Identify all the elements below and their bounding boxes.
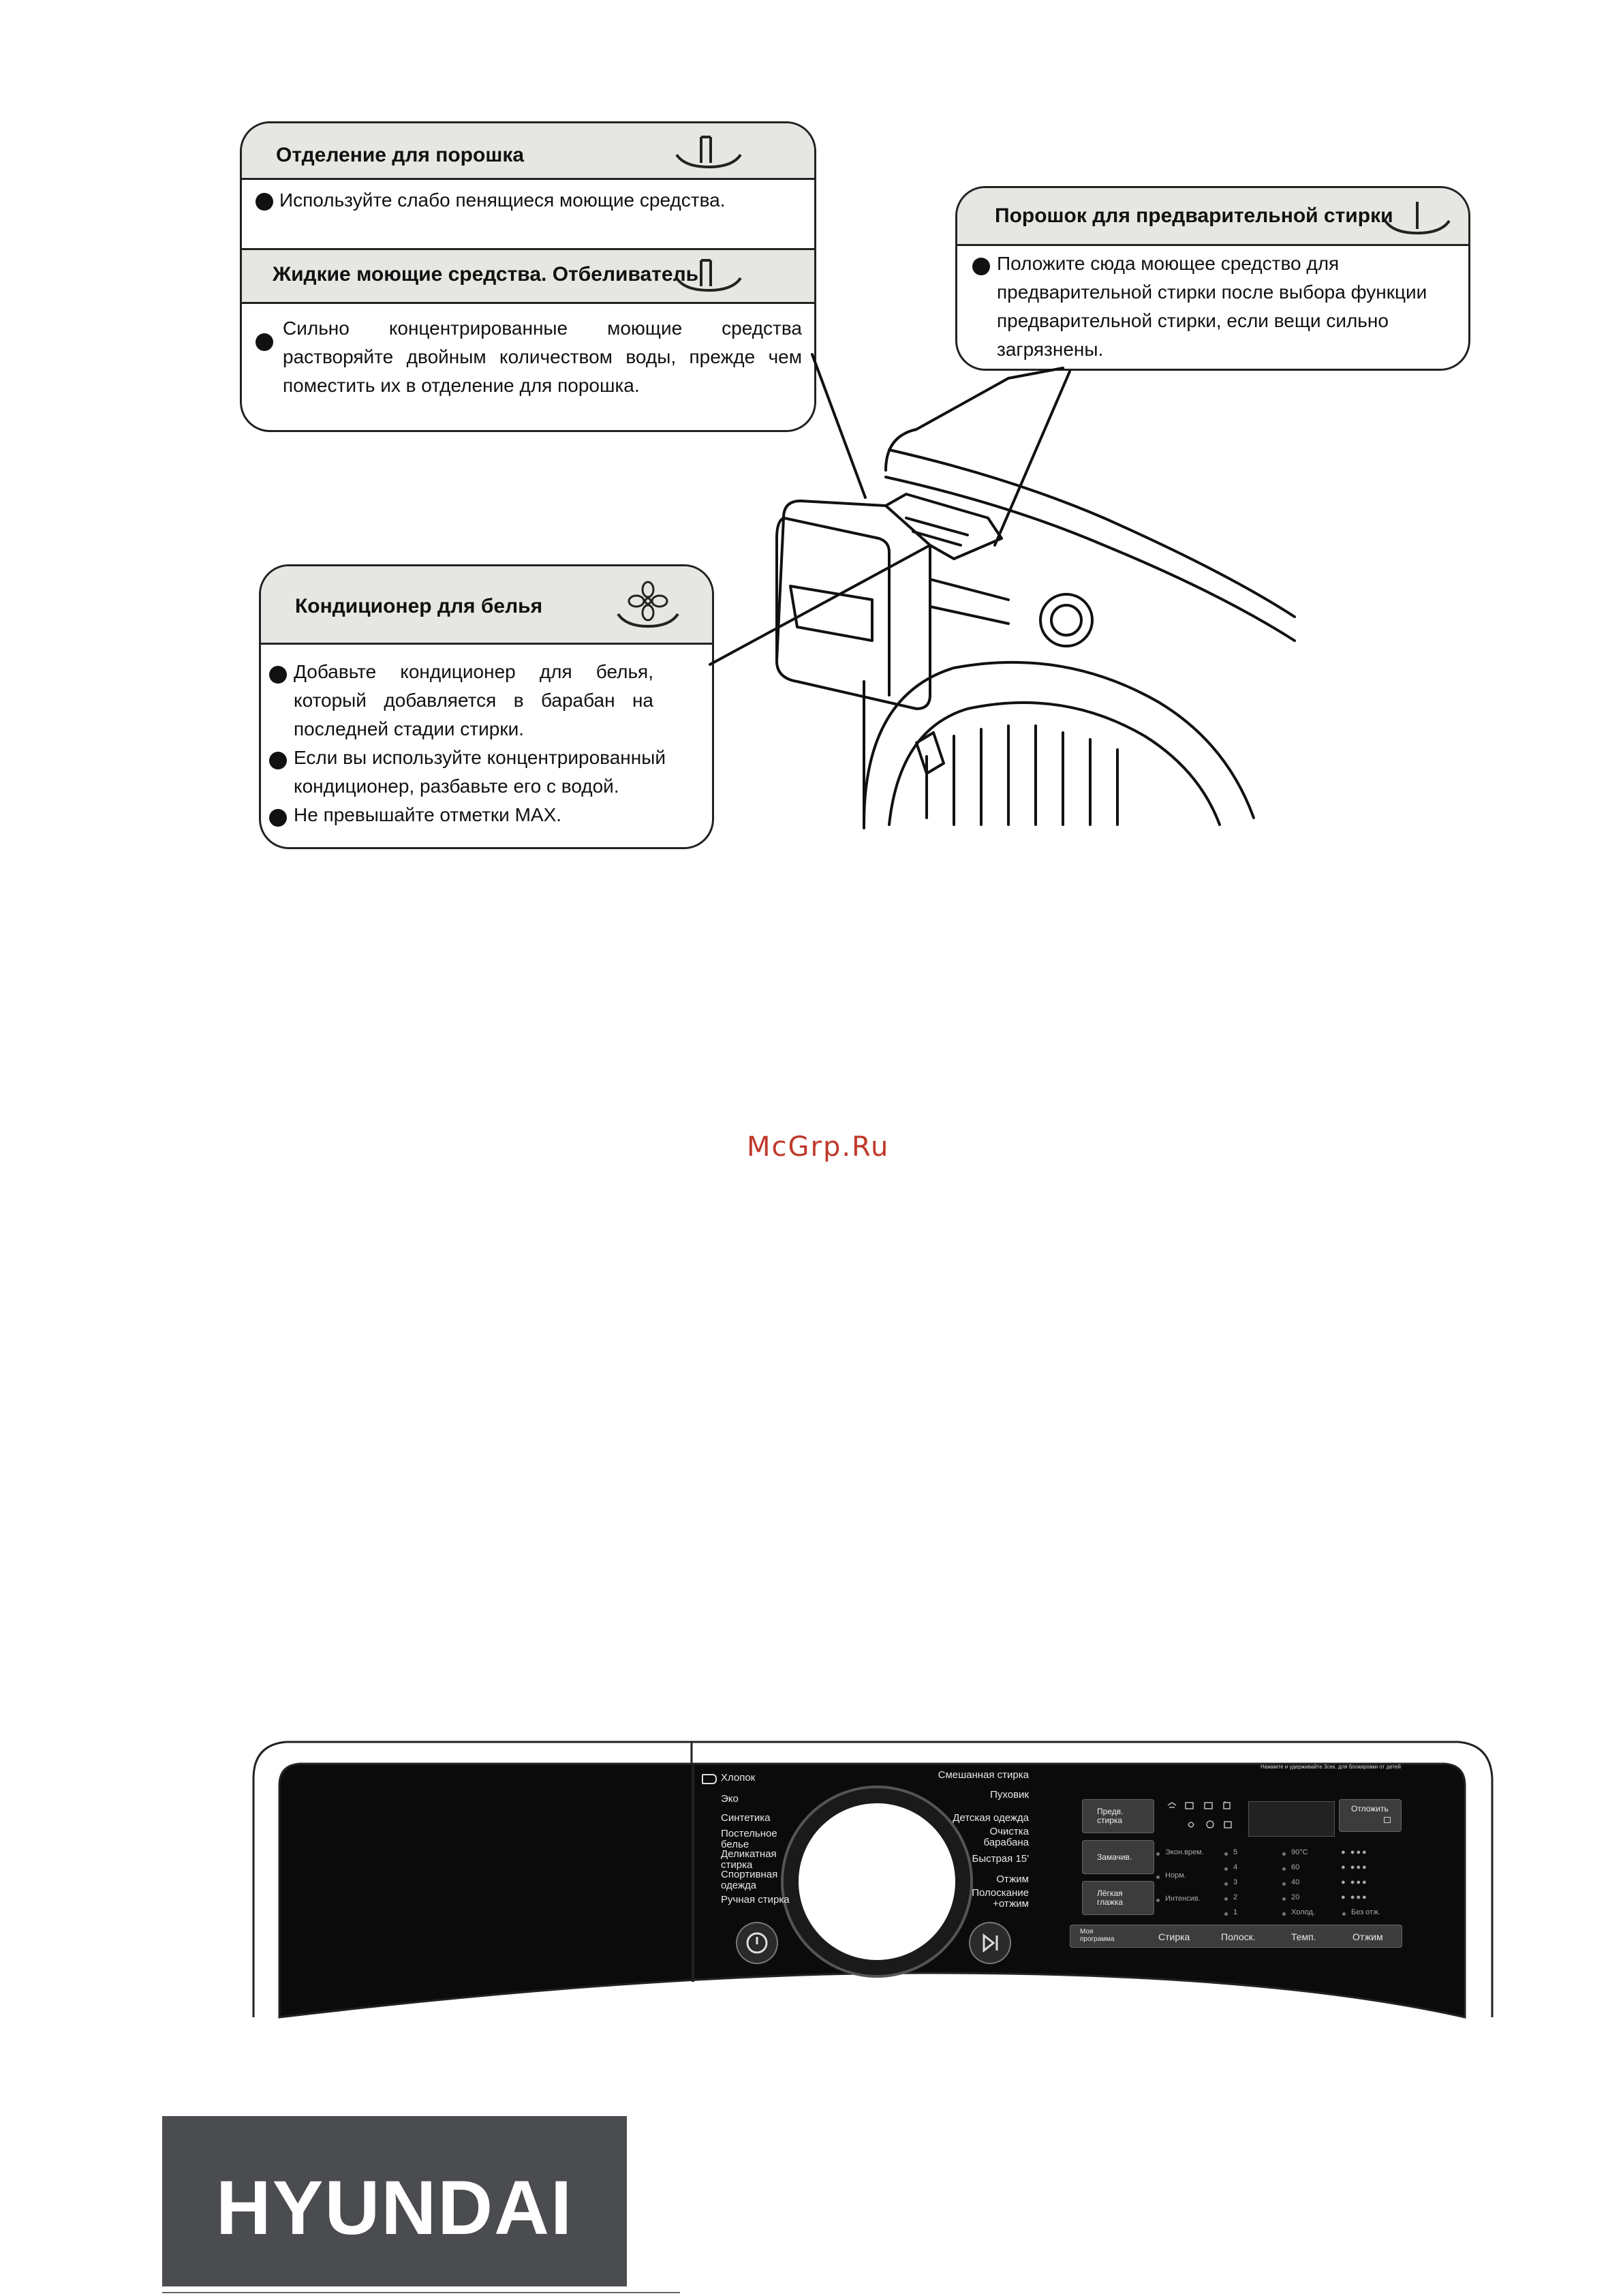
my-program-button[interactable]: Моя программа xyxy=(1080,1928,1115,1943)
easy-iron-button[interactable] xyxy=(1082,1881,1154,1915)
prewash-button-label: Предв. стирка xyxy=(1097,1807,1124,1825)
indicator-dot xyxy=(1342,1912,1346,1916)
soil-intensive: Интенсив. xyxy=(1165,1895,1201,1903)
wash-stage-icons xyxy=(1166,1801,1248,1835)
indicator-dot xyxy=(1282,1897,1286,1901)
callout-softener-bullet-1: Добавьте кондиционер для белья, который добавляется в барабан на последней стадии стирки. xyxy=(294,661,653,739)
status-icons xyxy=(1166,1801,1248,1835)
brand-logo-box xyxy=(162,2116,627,2286)
child-lock-notice: Нажмите и удерживайте 3сек. для блокировки от детей xyxy=(1261,1764,1401,1770)
indicator-dot xyxy=(1282,1852,1286,1856)
program-rinse-spin[interactable]: Полоскание +отжим xyxy=(972,1887,1029,1910)
soak-button-label: Замачив. xyxy=(1097,1852,1132,1862)
wash-button[interactable]: Стирка xyxy=(1158,1931,1190,1942)
power-button[interactable] xyxy=(736,1922,778,1964)
power-icon xyxy=(736,1922,778,1964)
temp-cold: Холод. xyxy=(1291,1908,1315,1916)
indicator-dot xyxy=(1224,1912,1228,1916)
indicator-dot xyxy=(1224,1852,1228,1856)
spin-speed-dots: ● ●●● xyxy=(1341,1848,1368,1856)
callout-powder-title: Отделение для порошка xyxy=(276,144,525,166)
indicator-dot xyxy=(1282,1867,1286,1871)
temp-button[interactable]: Темп. xyxy=(1291,1931,1316,1942)
program-spin[interactable]: Отжим xyxy=(996,1873,1029,1885)
rinse-1: 1 xyxy=(1233,1908,1238,1916)
digital-display xyxy=(1248,1801,1335,1837)
indicator-dot xyxy=(1224,1867,1228,1871)
rinse-5: 5 xyxy=(1233,1848,1238,1856)
play-pause-icon xyxy=(969,1922,1011,1964)
footer-rule xyxy=(162,2292,680,2293)
callout-prewash-title: Порошок для предварительной стирки xyxy=(995,204,1393,227)
callout-prewash-text: Положите сюда моющее средство для предварительной стирки после выбора функции предварительной стирки, если вещи сильно загрязнены. xyxy=(997,253,1427,360)
program-down-jacket[interactable]: Пуховик xyxy=(990,1789,1029,1801)
temp-90: 90°C xyxy=(1291,1848,1308,1856)
indicator-dot xyxy=(1282,1912,1286,1916)
program-bedding[interactable]: Постельное белье xyxy=(721,1828,777,1850)
rinse-2: 2 xyxy=(1233,1893,1238,1901)
callout-liquid-title: Жидкие моющие средства. Отбеливатель xyxy=(273,263,699,286)
callout-softener-title: Кондиционер для белья xyxy=(295,595,543,617)
program-quick-15[interactable]: Быстрая 15' xyxy=(972,1853,1029,1865)
brand-logo: HYUNDAI xyxy=(215,2165,574,2250)
program-indicator-icon xyxy=(702,1774,717,1784)
detergent-drawer-illustration xyxy=(0,0,1623,859)
program-hand-wash[interactable]: Ручная стирка xyxy=(721,1894,790,1905)
indicator-dot xyxy=(1224,1882,1228,1886)
indicator-dot xyxy=(1224,1897,1228,1901)
watermark: McGrp.Ru xyxy=(747,1131,890,1163)
delay-button[interactable] xyxy=(1339,1799,1402,1832)
temp-40: 40 xyxy=(1291,1878,1300,1886)
rinse-button[interactable]: Полоск. xyxy=(1221,1931,1256,1942)
delay-button-label: Отложить xyxy=(1351,1804,1389,1813)
indicator-dot xyxy=(1156,1899,1160,1902)
indicator-dot xyxy=(1156,1876,1160,1879)
indicator-dot xyxy=(1282,1882,1286,1886)
callout-softener-bullet-3: Не превышайте отметки MAX. xyxy=(294,804,562,825)
program-kids-clothes[interactable]: Детская одежда xyxy=(953,1812,1029,1824)
program-sportswear[interactable]: Спортивная одежда xyxy=(721,1869,778,1891)
program-mixed[interactable]: Смешанная стирка xyxy=(938,1769,1029,1781)
program-delicate[interactable]: Деликатная стирка xyxy=(721,1848,777,1871)
spin-speed-dots: ● ●●● xyxy=(1341,1893,1368,1901)
program-synthetics[interactable]: Синтетика xyxy=(721,1812,771,1824)
callout-powder-text: Используйте слабо пенящиеся моющие средства. xyxy=(279,189,726,211)
spin-no-spin: Без отж. xyxy=(1351,1908,1380,1916)
temp-20: 20 xyxy=(1291,1893,1300,1901)
start-pause-button[interactable] xyxy=(969,1922,1011,1964)
program-cotton[interactable]: Хлопок xyxy=(721,1772,756,1784)
temp-60: 60 xyxy=(1291,1863,1300,1871)
rinse-3: 3 xyxy=(1233,1878,1238,1886)
callout-softener-bullet-2: Если вы используйте концентрированный кондиционер, разбавьте его с водой. xyxy=(294,747,666,797)
lock-icon xyxy=(1384,1817,1391,1823)
easy-iron-button-label: Лёгкая глажка xyxy=(1097,1888,1124,1907)
program-drum-clean[interactable]: Очистка барабана xyxy=(983,1826,1029,1848)
spin-button[interactable]: Отжим xyxy=(1352,1931,1383,1942)
indicator-dot xyxy=(1156,1852,1160,1856)
prewash-button[interactable] xyxy=(1082,1799,1154,1833)
soil-economy: Экон.врем. xyxy=(1165,1848,1204,1856)
program-eco[interactable]: Эко xyxy=(721,1793,739,1805)
rinse-4: 4 xyxy=(1233,1863,1238,1871)
soak-button[interactable] xyxy=(1082,1840,1154,1874)
soil-normal: Норм. xyxy=(1165,1871,1186,1880)
spin-speed-dots: ● ●●● xyxy=(1341,1878,1368,1886)
callout-liquid-text: Сильно концентрированные моющие средства растворяйте двойным количеством воды, прежде чем поместить их в отделение для порошка. xyxy=(283,318,802,396)
spin-speed-dots: ● ●●● xyxy=(1341,1863,1368,1871)
